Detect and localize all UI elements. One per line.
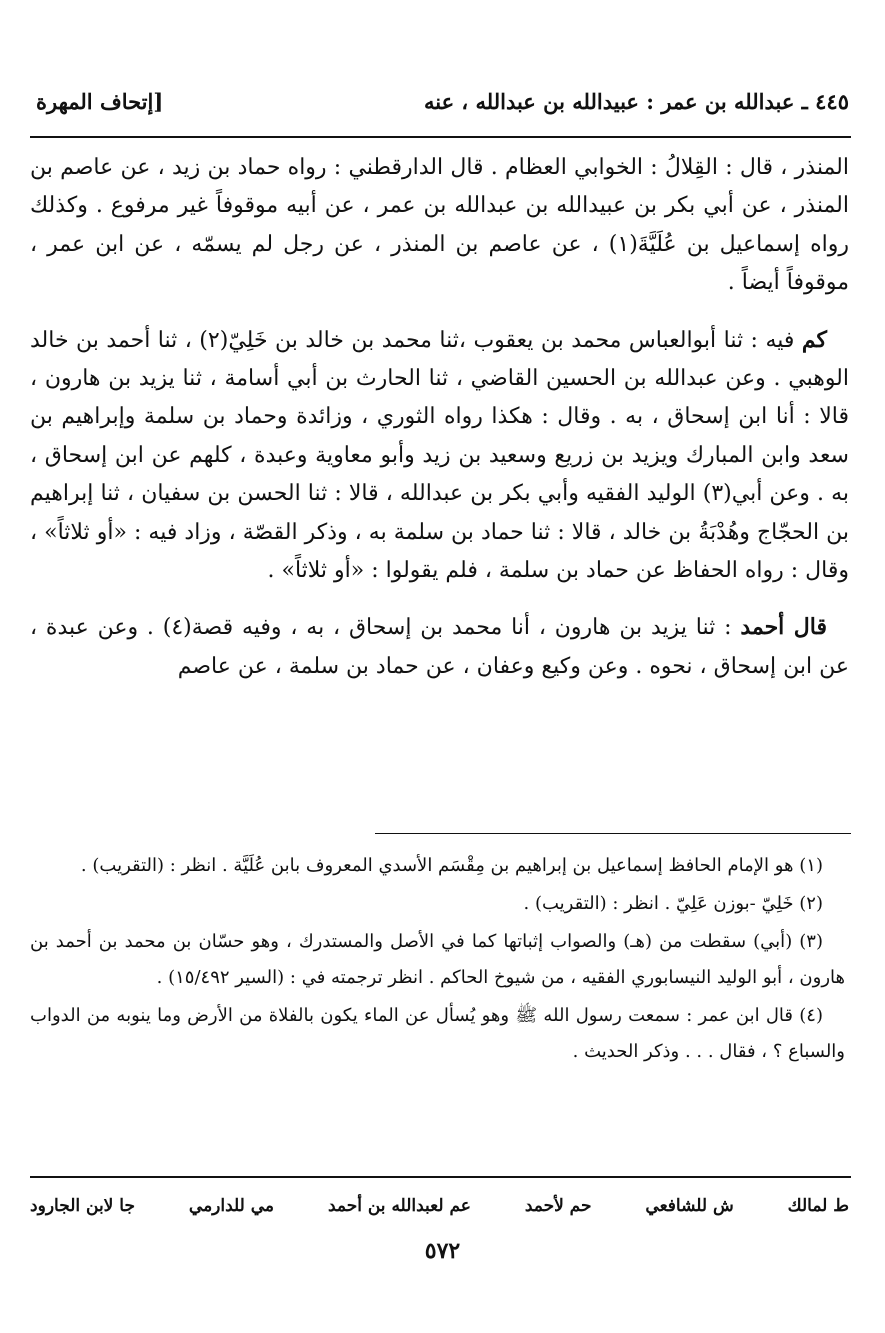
siglum-darimi: مي للدارمي bbox=[188, 1196, 275, 1216]
footnote-4: (٤) قال ابن عمر : سمعت رسول الله ﷺ وهو يُسأل عن الماء يكون بالفلاة من الأرض وما ينوبه من الدواب والسباع ؟ ، فقال . . . وذكر الحديث . bbox=[30, 1005, 845, 1062]
paragraph bbox=[30, 148, 849, 303]
main-text bbox=[30, 148, 849, 704]
siglum-abdullah: عم لعبدالله بن أحمد bbox=[327, 1196, 471, 1216]
book-title: [إتحاف المهرة bbox=[36, 88, 164, 114]
paragraph-text: فيه : ثنا أبوالعباس محمد بن يعقوب ،ثنا محمد بن خالد بن خَلِيّ(٢) ، ثنا أحمد بن خالد الوهبي . وعن عبدالله بن الحسين القاضي ، ثنا الحارث بن أبي أسامة ، ثنا يزيد بن هارون ، قالا : أنا ابن إسحاق ، به . وقال : هكذا رواه الثوري ، وزائدة وحماد بن سلمة وإبراهيم بن سعد وابن المبارك ويزيد بن زريع وسعيد بن زيد وأبو معاوية وعبدة ، كلهم عن ابن إسحاق ، به . وعن أبي(٣) الوليد الفقيه وأبي بكر بن عبدالله ، قالا : ثنا الحسن بن سفيان ، ثنا إبراهيم بن الحجّاج وهُدْبَةُ بن خالد ، قالا : ثنا حماد بن سلمة به ، وذكر القصّة ، وزاد فيه : «أو ثلاثاً» ، وقال : رواه الحفاظ عن حماد بن سلمة ، فلم يقولوا : «أو ثلاثاً» . bbox=[30, 327, 849, 584]
footnote-3: (٣) (أبي) سقطت من (هـ) والصواب إثباتها كما في الأصل والمستدرك ، وهو حسّان بن محمد بن أحمد بن هارون ، أبو الوليد النيسابوري الفقيه ، من شيوخ الحاكم . انظر ترجمته في : (السير ١٥/٤٩٢) . bbox=[30, 931, 845, 988]
siglum-jarud: جا لابن الجارود bbox=[30, 1196, 135, 1216]
sigla-key bbox=[30, 1188, 849, 1224]
siglum-ahmad: حم لأحمد bbox=[524, 1196, 592, 1216]
sigla-rule bbox=[30, 1176, 851, 1178]
paragraph-text: : ثنا يزيد بن هارون ، أنا محمد بن إسحاق ، به ، وفيه قصة(٤) . وعن عبدة ، عن ابن إسحاق ، نحوه . وعن وكيع وعفان ، عن حماد بن سلمة ، عن عاصم bbox=[30, 615, 849, 679]
paragraph bbox=[30, 608, 849, 686]
siglum-malik: ط لمالك bbox=[787, 1196, 849, 1216]
page-number: ٥٧٢ bbox=[424, 1238, 461, 1264]
running-head bbox=[36, 84, 849, 118]
header-rule bbox=[30, 136, 851, 138]
footnote-1: (١) هو الإمام الحافظ إسماعيل بن إبراهيم بن مِقْسَم الأسدي المعروف بابن عُلَيَّة . انظر : (التقريب) . bbox=[80, 855, 823, 876]
siglum-shafii: ش للشافعي bbox=[645, 1196, 734, 1216]
footnote-2: (٢) خَلِيّ -بوزن عَلِيّ . انظر : (التقريب) . bbox=[523, 893, 823, 914]
paragraph-text: المنذر ، قال : القِلالُ : الخوابي العظام . قال الدارقطني : رواه حماد بن زيد ، عن عاصم بن المنذر ، عن أبي بكر بن عبيدالله بن عبدالله بن عمر ، عن أبيه موقوفاً غير مرفوع . وكذلك رواه إسماعيل بن عُلَيَّةَ(١) ، عن عاصم بن المنذر ، عن رجل لم يسمّه ، عن ابن عمر ، موقوفاً أيضاً . bbox=[30, 155, 849, 296]
footnote-rule bbox=[375, 833, 851, 834]
paragraph-lead: كم bbox=[801, 326, 827, 353]
entry-heading: ٤٤٥ ـ عبدالله بن عمر : عبيدالله بن عبدالله ، عنه bbox=[423, 88, 849, 114]
paragraph bbox=[30, 321, 849, 591]
footnotes bbox=[30, 848, 845, 1072]
paragraph-lead: قال أحمد bbox=[740, 614, 827, 641]
